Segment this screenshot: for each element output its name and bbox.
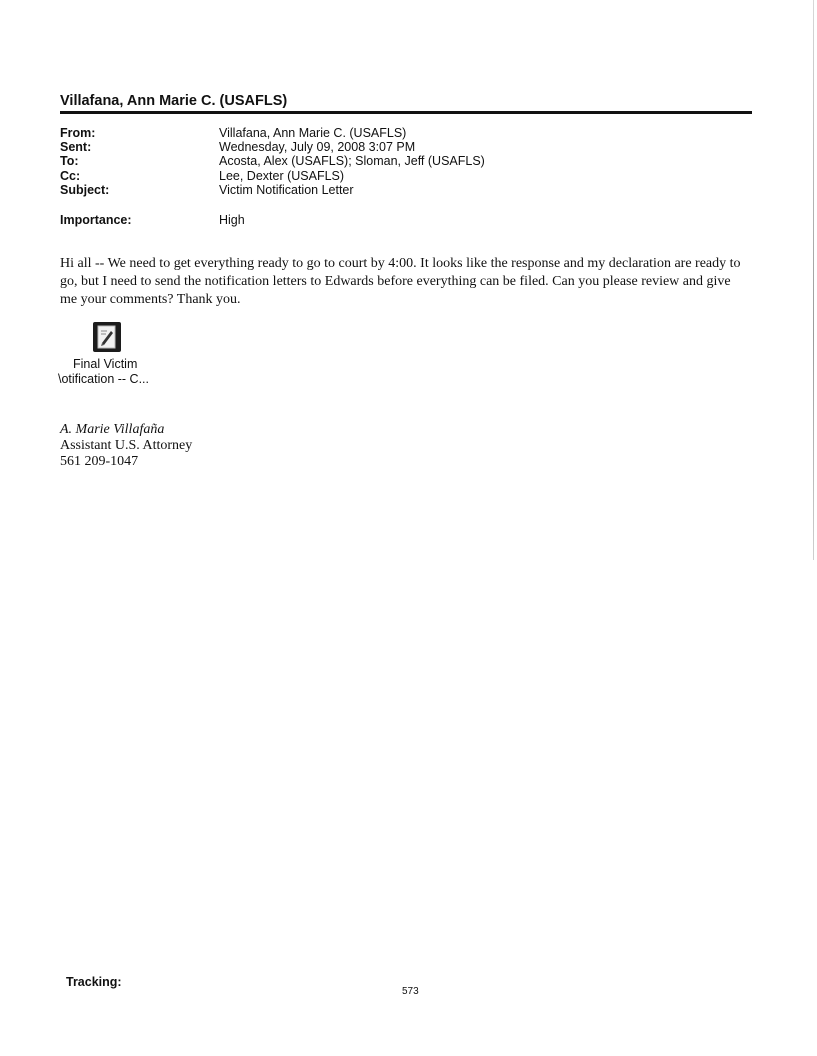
- importance-label: Importance:: [60, 213, 132, 227]
- to-label: To:: [60, 154, 79, 168]
- tracking-label: Tracking:: [66, 975, 122, 989]
- attachment-label[interactable]: [58, 357, 158, 387]
- signature: [60, 422, 192, 470]
- page-number: 573: [402, 986, 419, 997]
- body-line: go, but I need to send the notification letters to Edwards before everything can be filed. Can you please review and give: [60, 274, 731, 289]
- sent-label: Sent:: [60, 140, 92, 154]
- attachment-line-2: \otification -- C...: [58, 372, 149, 386]
- cc-value: Lee, Dexter (USAFLS): [219, 169, 345, 183]
- signature-name: A. Marie Villafaña: [60, 422, 165, 437]
- subject-value: Victim Notification Letter: [219, 183, 354, 197]
- body-line: me your comments? Thank you.: [60, 292, 241, 307]
- cc-label: Cc:: [60, 169, 81, 183]
- message-body: [60, 255, 760, 309]
- attachment-line-1: Final Victim: [73, 357, 138, 371]
- header-rule: [60, 111, 752, 114]
- signature-phone: 561 209-1047: [60, 454, 139, 469]
- to-value: Acosta, Alex (USAFLS); Sloman, Jeff (USAFLS): [219, 154, 485, 168]
- sent-value: Wednesday, July 09, 2008 3:07 PM: [219, 140, 416, 154]
- sender-title: Villafana, Ann Marie C. (USAFLS): [60, 93, 288, 109]
- scan-edge-line: [813, 0, 814, 560]
- from-value: Villafana, Ann Marie C. (USAFLS): [219, 126, 407, 140]
- from-label: From:: [60, 126, 96, 140]
- subject-label: Subject:: [60, 183, 110, 197]
- body-line: Hi all -- We need to get everything ready to go to court by 4:00. It looks like the response and my declaration are ready to: [60, 256, 741, 271]
- importance-value: High: [219, 213, 245, 227]
- signature-title: Assistant U.S. Attorney: [60, 438, 193, 453]
- document-icon[interactable]: [93, 322, 121, 352]
